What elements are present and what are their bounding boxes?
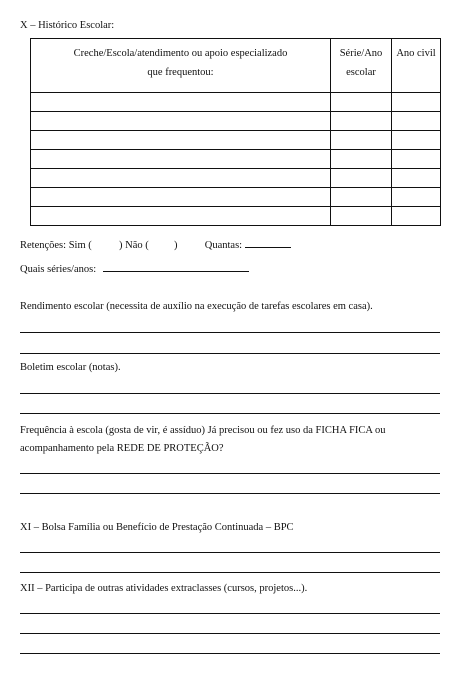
answer-line[interactable] <box>20 413 440 414</box>
year-cell[interactable] <box>392 207 441 226</box>
table-row <box>31 112 441 131</box>
school-cell[interactable] <box>31 150 331 169</box>
year-cell[interactable] <box>392 93 441 112</box>
frequencia-question-line1: Frequência à escola (gosta de vir, é assíduo) Já precisou ou fez uso da FICHA FICA ou <box>20 425 386 436</box>
answer-line[interactable] <box>20 572 440 573</box>
boletim-question: Boletim escolar (notas). <box>20 362 121 373</box>
table-row <box>31 169 441 188</box>
grade-cell[interactable] <box>331 169 392 188</box>
quantas-field[interactable] <box>245 237 291 248</box>
table-row <box>31 93 441 112</box>
answer-line[interactable] <box>20 353 440 354</box>
grade-cell[interactable] <box>331 112 392 131</box>
section-xii-title: XII – Participa de outras atividades extraclasses (cursos, projetos...). <box>20 583 308 594</box>
school-cell[interactable] <box>31 207 331 226</box>
grade-cell[interactable] <box>331 131 392 150</box>
year-cell[interactable] <box>392 112 441 131</box>
header-grade: Série/Ano escolar <box>331 39 392 93</box>
quais-field[interactable] <box>103 261 249 272</box>
answer-line[interactable] <box>20 473 440 474</box>
school-cell[interactable] <box>31 188 331 207</box>
table-row <box>31 150 441 169</box>
answer-line[interactable] <box>20 633 440 634</box>
header-year: Ano civil <box>392 39 441 93</box>
grade-cell[interactable] <box>331 188 392 207</box>
quais-label: Quais séries/anos: <box>20 264 97 275</box>
school-cell[interactable] <box>31 131 331 150</box>
header-school: Creche/Escola/atendimento ou apoio especializado que frequentou: <box>31 39 331 93</box>
section-xi-title: XI – Bolsa Família ou Benefício de Prestação Continuada – BPC <box>20 522 294 533</box>
grade-cell[interactable] <box>331 93 392 112</box>
retention-label: Retenções: <box>20 240 67 251</box>
section-x-title: X – Histórico Escolar: <box>20 20 115 31</box>
rendimento-question: Rendimento escolar (necessita de auxílio na execução de tarefas escolares em casa). <box>20 301 373 312</box>
school-cell[interactable] <box>31 112 331 131</box>
answer-line[interactable] <box>20 613 440 614</box>
answer-line[interactable] <box>20 493 440 494</box>
answer-line[interactable] <box>20 653 440 654</box>
table-header-row <box>31 39 441 93</box>
table-row <box>31 131 441 150</box>
quantas-label: Quantas: <box>204 240 243 251</box>
school-cell[interactable] <box>31 169 331 188</box>
year-cell[interactable] <box>392 169 441 188</box>
answer-line[interactable] <box>20 332 440 333</box>
table-row <box>31 188 441 207</box>
answer-line[interactable] <box>20 393 440 394</box>
grade-cell[interactable] <box>331 150 392 169</box>
year-cell[interactable] <box>392 188 441 207</box>
table-row <box>31 207 441 226</box>
frequencia-question-line2: acompanhamento pela REDE DE PROTEÇÃO? <box>20 443 224 454</box>
answer-line[interactable] <box>20 552 440 553</box>
option-no-label: ) Não ( <box>119 240 149 251</box>
retention-row <box>20 237 291 251</box>
option-close: ) <box>174 240 178 251</box>
grade-cell[interactable] <box>331 207 392 226</box>
school-history-table <box>30 38 441 226</box>
year-cell[interactable] <box>392 131 441 150</box>
option-yes-label: Sim ( <box>68 240 92 251</box>
year-cell[interactable] <box>392 150 441 169</box>
school-cell[interactable] <box>31 93 331 112</box>
quais-row <box>20 261 249 275</box>
